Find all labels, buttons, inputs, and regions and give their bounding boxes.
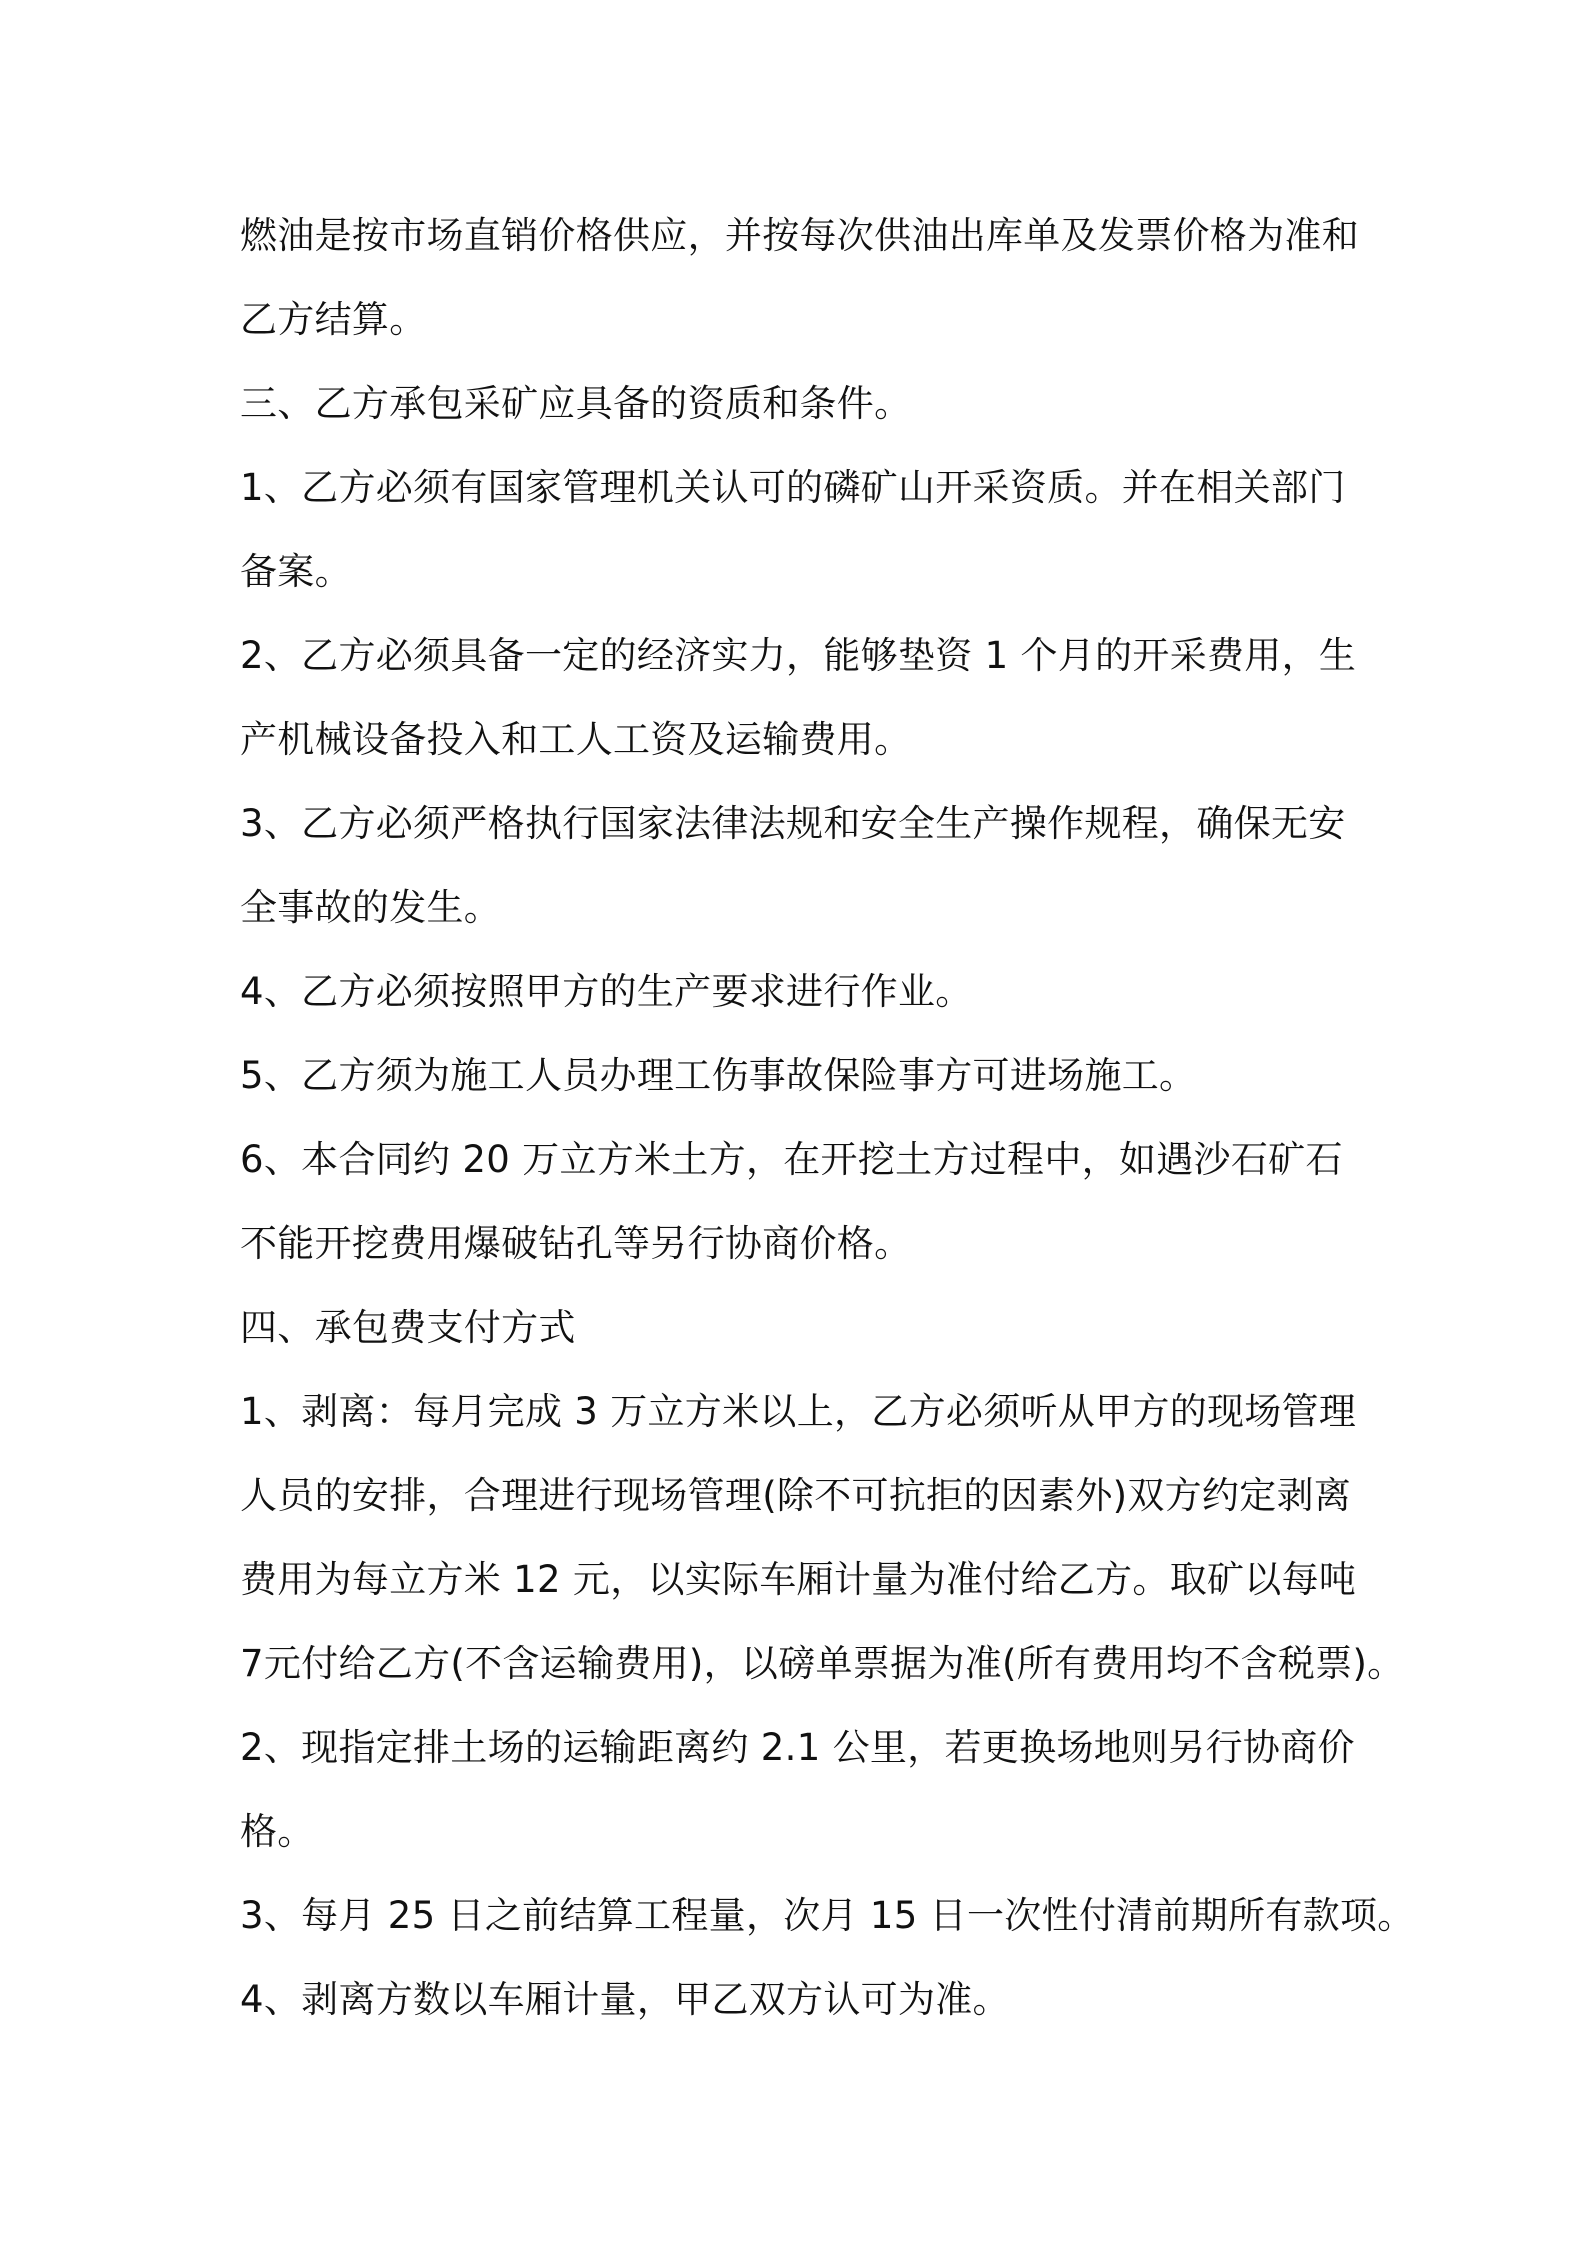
clause-2-continued: 产机械设备投入和工人工资及运输费用。 (240, 718, 912, 761)
payment-clause-3-schedule: 3、每月 25 日之前结算工程量，次月 15 日一次性付清前期所有款项。 (240, 1894, 1415, 1937)
payment-clause-1-line-2: 人员的安排，合理进行现场管理(除不可抗拒的因素外)双方约定剥离 (240, 1474, 1352, 1517)
payment-clause-1-line-4: 7元付给乙方(不含运输费用)，以磅单票据为准(所有费用均不含税票)。 (240, 1642, 1405, 1685)
payment-clause-2-continued: 格。 (240, 1810, 315, 1853)
clause-1-qualification: 1、乙方必须有国家管理机关认可的磷矿山开采资质。并在相关部门 (240, 466, 1346, 509)
clause-6-continued: 不能开挖费用爆破钻孔等另行协商价格。 (240, 1222, 912, 1265)
text-line-fuel-pricing: 燃油是按市场直销价格供应，并按每次供油出库单及发票价格为准和 (240, 214, 1359, 257)
clause-6-volume: 6、本合同约 20 万立方米土方，在开挖土方过程中，如遇沙石矿石 (240, 1138, 1343, 1181)
contract-text (240, 194, 1415, 2042)
clause-4-operations: 4、乙方必须按照甲方的生产要求进行作业。 (240, 970, 973, 1013)
payment-clause-4-measurement: 4、剥离方数以车厢计量，甲乙双方认可为准。 (240, 1978, 1010, 2021)
payment-clause-2-distance: 2、现指定排土场的运输距离约 2.1 公里，若更换场地则另行协商价 (240, 1726, 1355, 1769)
clause-2-finance: 2、乙方必须具备一定的经济实力，能够垫资 1 个月的开采费用，生 (240, 634, 1357, 677)
clause-3-continued: 全事故的发生。 (240, 886, 502, 929)
section-heading-payment: 四、承包费支付方式 (240, 1306, 576, 1349)
text-line-settlement: 乙方结算。 (240, 298, 427, 341)
section-heading-qualifications: 三、乙方承包采矿应具备的资质和条件。 (240, 382, 912, 425)
payment-clause-1-line-3: 费用为每立方米 12 元，以实际车厢计量为准付给乙方。取矿以每吨 (240, 1558, 1357, 1601)
clause-5-insurance: 5、乙方须为施工人员办理工伤事故保险事方可进场施工。 (240, 1054, 1197, 1097)
payment-clause-1-stripping: 1、剥离：每月完成 3 万立方米以上，乙方必须听从甲方的现场管理 (240, 1390, 1357, 1433)
clause-1-continued: 备案。 (240, 550, 352, 593)
clause-3-safety: 3、乙方必须严格执行国家法律法规和安全生产操作规程，确保无安 (240, 802, 1346, 845)
